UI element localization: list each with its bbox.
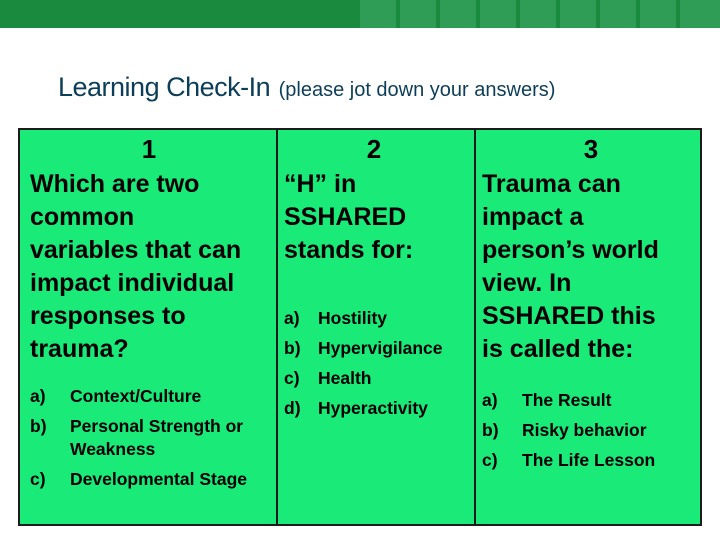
answer-option bbox=[284, 393, 474, 423]
question-column-3 bbox=[482, 130, 700, 524]
question-line: Which are two bbox=[30, 170, 200, 198]
answer-option bbox=[284, 303, 474, 333]
column-divider bbox=[474, 130, 476, 524]
option-text: Risky behavior bbox=[522, 420, 647, 440]
option-letter: b) bbox=[482, 420, 499, 440]
option-text: The Life Lesson bbox=[522, 450, 656, 470]
question-line: view. In bbox=[482, 269, 572, 297]
question-text bbox=[284, 168, 474, 267]
header-bar bbox=[0, 0, 720, 28]
option-letter: a) bbox=[284, 308, 300, 328]
question-line: “H” in bbox=[284, 170, 357, 198]
question-line: common bbox=[30, 203, 135, 231]
slide-title bbox=[58, 72, 555, 103]
question-line: trauma? bbox=[30, 335, 129, 363]
option-text: Personal Strength or Weakness bbox=[70, 416, 244, 459]
header-bar-tile bbox=[520, 0, 556, 28]
option-letter: b) bbox=[30, 416, 47, 436]
option-text: Context/Culture bbox=[70, 386, 202, 406]
option-letter: a) bbox=[30, 386, 46, 406]
option-text: Developmental Stage bbox=[70, 469, 247, 489]
header-bar-tile bbox=[480, 0, 516, 28]
question-line: impact a bbox=[482, 203, 584, 231]
answer-option bbox=[30, 468, 274, 491]
question-text bbox=[482, 168, 700, 366]
question-line: SSHARED this bbox=[482, 302, 656, 330]
answer-option bbox=[284, 333, 474, 363]
question-line: responses to bbox=[30, 302, 186, 330]
answer-options bbox=[30, 385, 274, 491]
question-column-1 bbox=[30, 130, 274, 524]
question-line: stands for: bbox=[284, 236, 414, 264]
answer-option bbox=[30, 385, 274, 408]
question-number: 1 bbox=[141, 134, 157, 164]
answer-option bbox=[30, 415, 274, 461]
header-bar-tile bbox=[400, 0, 436, 28]
option-letter: d) bbox=[284, 398, 301, 418]
option-letter: b) bbox=[284, 338, 301, 358]
option-letter: a) bbox=[482, 390, 498, 410]
header-bar-tile bbox=[600, 0, 636, 28]
header-bar-tile bbox=[640, 0, 676, 28]
header-bar-tile bbox=[440, 0, 476, 28]
header-bar-tile bbox=[360, 0, 396, 28]
answer-options bbox=[482, 385, 700, 475]
column-divider bbox=[276, 130, 278, 524]
answer-option bbox=[482, 445, 700, 475]
question-line: SSHARED bbox=[284, 203, 407, 231]
question-board bbox=[18, 128, 702, 526]
question-line: variables that can bbox=[30, 236, 242, 264]
answer-option bbox=[482, 415, 700, 445]
header-bar-tile bbox=[680, 0, 720, 28]
question-line: Trauma can bbox=[482, 170, 621, 198]
question-line: impact individual bbox=[30, 269, 235, 297]
option-text: Hypervigilance bbox=[318, 338, 443, 358]
question-line: is called the: bbox=[482, 335, 634, 363]
option-letter: c) bbox=[284, 368, 300, 388]
option-text: Hostility bbox=[318, 308, 388, 328]
question-number: 2 bbox=[366, 134, 382, 164]
option-text: Health bbox=[318, 368, 372, 388]
option-text: Hyperactivity bbox=[318, 398, 428, 418]
question-text bbox=[30, 168, 274, 366]
question-line: person’s world bbox=[482, 236, 659, 264]
answer-option bbox=[284, 363, 474, 393]
answer-options bbox=[284, 303, 474, 423]
option-text: The Result bbox=[522, 390, 612, 410]
option-letter: c) bbox=[30, 469, 46, 489]
title-main: Learning Check-In bbox=[58, 72, 271, 102]
question-column-2 bbox=[284, 130, 474, 524]
question-number: 3 bbox=[583, 134, 599, 164]
header-bar-tile bbox=[560, 0, 596, 28]
answer-option bbox=[482, 385, 700, 415]
option-letter: c) bbox=[482, 450, 498, 470]
title-subtitle: (please jot down your answers) bbox=[278, 79, 556, 101]
